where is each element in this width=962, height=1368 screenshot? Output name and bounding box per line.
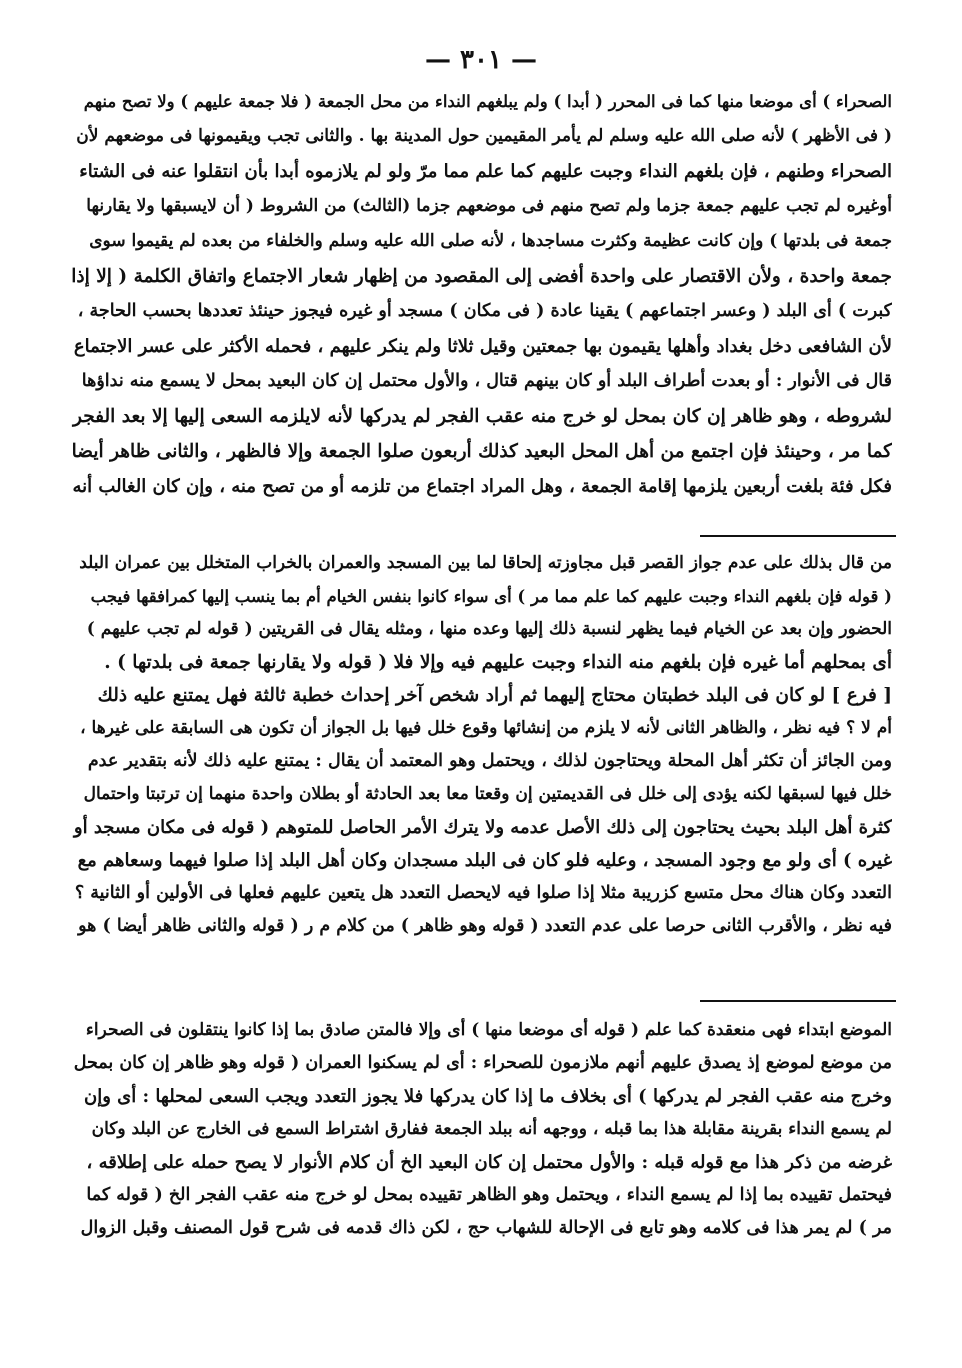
main-text-line: كما مر ، وحينئذ فإن اجتمع من أهل المحل البعيد كذلك أربعون صلوا الجمعة وإلا فالظهر ، والثانى ظاهر أيضا <box>71 441 892 462</box>
main-text-line: الصحراء وطنهم ، فإن بلغهم النداء وجبت عليهم كما علم مما مرّ ولو لم يلازموه أبدا بأن انتقلوا عنه فى الشتاء <box>79 161 892 182</box>
main-text-line: جمعة فى بلدتها ) وإن كانت عظيمة وكثرت مساجدها ، لأنه صلى الله عليه وسلم والخلفاء من بعده لم يقيموا سوى <box>89 231 892 251</box>
main-text-line: قال فى الأنوار : أو بعدت أطراف البلد أو كان بينهم قتال ، والأول محتمل إن كان البعيد بمحل لا يسمع منه نداؤها <box>81 371 892 391</box>
commentary-line: غيره ) أى ولو مع وجود المسجد ، وعليه فلو كان فى البلد مسجدان وكان أهل البلد إذا صلوا فيهما وسعاهم مع <box>77 850 892 871</box>
commentary-line: الحضور وإن بعد عن الخيام فيما يظهر لنسبة ذلك إليها وعده منها ، ومثله يقال فى القريتين ( قوله لم تجب عليهم ) <box>86 619 892 639</box>
commentary-line: ( قوله فإن بلغهم النداء وجبت عليهم كما علم مما مر ) أى سواء كانوا بنفس الخيام أم بما ينسب إليها كمرافقها فيجب <box>90 587 892 606</box>
commentary-line: لم يسمع النداء بقرينة مقابلة هذا بما قبله ، ووجهه أنه ببلد الجمعة ففارق اشتراط السمع فى الخارج عن البلد وكان <box>91 1119 892 1139</box>
main-text-line: فكل فئة بلغت أربعين يلزمها إقامة الجمعة ، وهل المراد اجتماع من تلزمه أو من تصح منه ، وإن كان الغالب أنه <box>72 476 892 497</box>
commentary-line: غرضه من ذكر هذا مع قوله قبله : والأول محتمل إن كان البعيد الخ أن كلام الأنوار لا يصح حمله على إطلاقه ، <box>86 1152 892 1173</box>
commentary-line: ومن الجائز أن تكثر أهل المحلة ويحتاجون لذلك ، ويحتمل وهو المعتمد أن يقال : يمتنع عليه ذلك لأنه بتقدير عدم <box>87 751 892 771</box>
commentary-line: التعدد وكان هناك محل متسع كزريبة مثلا إذا صلوا فيه لايحصل التعدد هل يتعين عليهم فعلها فى الأولين أو الثانية ؟ <box>74 883 892 903</box>
commentary-line: كثرة أهل البلد بحيث يحتاجون إلى ذلك الأصل عدمه ولا يترك الأمر الحاصل للمتوهم ( قوله فى مكان مسجد أو <box>73 817 892 838</box>
main-text-line: الصحراء ) أى موضعا منها كما فى المحرر ( أبدا ) ولم يبلغهم النداء من محل الجمعة ( فلا جمعة عليهم ) ولا تصح منهم <box>83 92 892 111</box>
footnote-divider <box>700 535 896 537</box>
commentary-line: [ فرع ] لو كان فى البلد خطبتان محتاج إليهما ثم أراد شخص آخر إحداث خطبة ثالثة فهل يمتنع عليه ذلك <box>97 685 892 706</box>
commentary-line: أم لا ؟ فيه نظر ، والظاهر الثانى لأنه لا يلزم من إنشائها وقوع خلل فيها بل الجواز أن تكون هى السابقة على غيرها ، <box>80 718 892 738</box>
commentary-line: الموضع ابتداء فهى منعقدة كما علم ( قوله أى موضعا منها ) أى وإلا فالمتن صادق بما إذا كانوا ينتقلون فى الصحراء <box>85 1020 892 1040</box>
main-text-line: كبرت ) أى البلد ( وعسر اجتماعهم ) يقينا عادة ( فى مكان ) مسجد أو غيره فيجوز حينئذ تعددها بحسب الحاجة ، <box>77 301 892 321</box>
commentary-block-1 <box>70 547 892 943</box>
main-text-line: أوغيره لم تجب عليهم جمعة جزما ولم تصح منهم فى موضعهم جزما (الثالث) من الشروط ( أن لايسبقها ولا يقارنها <box>86 196 892 216</box>
commentary-line: فيه نظر ، والأقرب الثانى حرصا على عدم التعدد ( قوله وهو ظاهر ) من كلام م ر ( قوله والثانى ظاهر أيضا ) هو <box>78 916 892 936</box>
commentary-line: وخرج منه عقب الفجر لم يدركها ) أى بخلاف ما إذا كان يدركها فلا يجوز التعدد ويجب السعى لمحلها : أى وإن <box>83 1086 892 1107</box>
footnote-divider <box>700 1000 896 1002</box>
commentary-line: من قال بذلك على عدم جواز القصر قبل مجاوزته إلحاقا لما بين المسجد والعمران بالخراب المتخلل بين عمران البلد <box>79 553 892 573</box>
main-text-line: جمعة واحدة ، ولأن الاقتصار على واحدة أفضى إلى المقصود من إظهار شعار الاجتماع واتفاق الكلمة ( إلا إذا <box>71 266 892 287</box>
main-text-line: لأن الشافعى دخل بغداد وأهلها يقيمون بها جمعتين وقيل ثلاثا ولم ينكر عليهم ، فحمله الأكثر على عسر الاجتماع <box>73 336 892 357</box>
main-text <box>70 84 892 504</box>
commentary-line: من موضع لموضع إذ يصدق عليهم أنهم ملازمون للصحراء : أى لم يسكنوا العمران ( قوله وهو ظاهر إن كان بمحل <box>73 1053 892 1073</box>
page-number: — ٣٠١ — <box>424 45 538 75</box>
commentary-line: خلل فيها لسبقها لكنه يؤدى إلى خلل فى القديمتين إن وقعتا معا بعد الحادثة أو بطلان واحدة منهما إن ترتبتا واحتمال <box>83 784 892 804</box>
commentary-line: مر ) لم يمر هذا فى كلامه وهو تابع فى الإحالة للشهاب حج ، لكن ذاك قدمه فى شرح قول المصنف وقبل الزوال <box>80 1218 892 1238</box>
commentary-line: فيحتمل تقييده بما إذا لم يسمع النداء ، ويحتمل وهو الظاهر تقييده بمحل لو خرج منه عقب الفجر الخ ( قوله كما <box>86 1185 892 1205</box>
commentary-block-2 <box>70 1014 892 1245</box>
commentary-line: أى بمحلهم أما غيره فإن بلغهم منه النداء وجبت عليهم فيه وإلا فلا ( قوله ولا يقارنها جمعة فى بلدتها ) . <box>104 652 892 673</box>
main-text-line: لشروطه ، وهو ظاهر إن كان بمحل لو خرج منه عقب الفجر لم يدركها لأنه لايلزمه السعى إليها إلا بعد الفجر <box>73 406 892 427</box>
main-text-line: ( فى الأظهر ) لأنه صلى الله عليه وسلم لم يأمر المقيمين حول المدينة بها . والثانى تجب ويقيمونها فى موضعهم لأن <box>76 126 892 146</box>
